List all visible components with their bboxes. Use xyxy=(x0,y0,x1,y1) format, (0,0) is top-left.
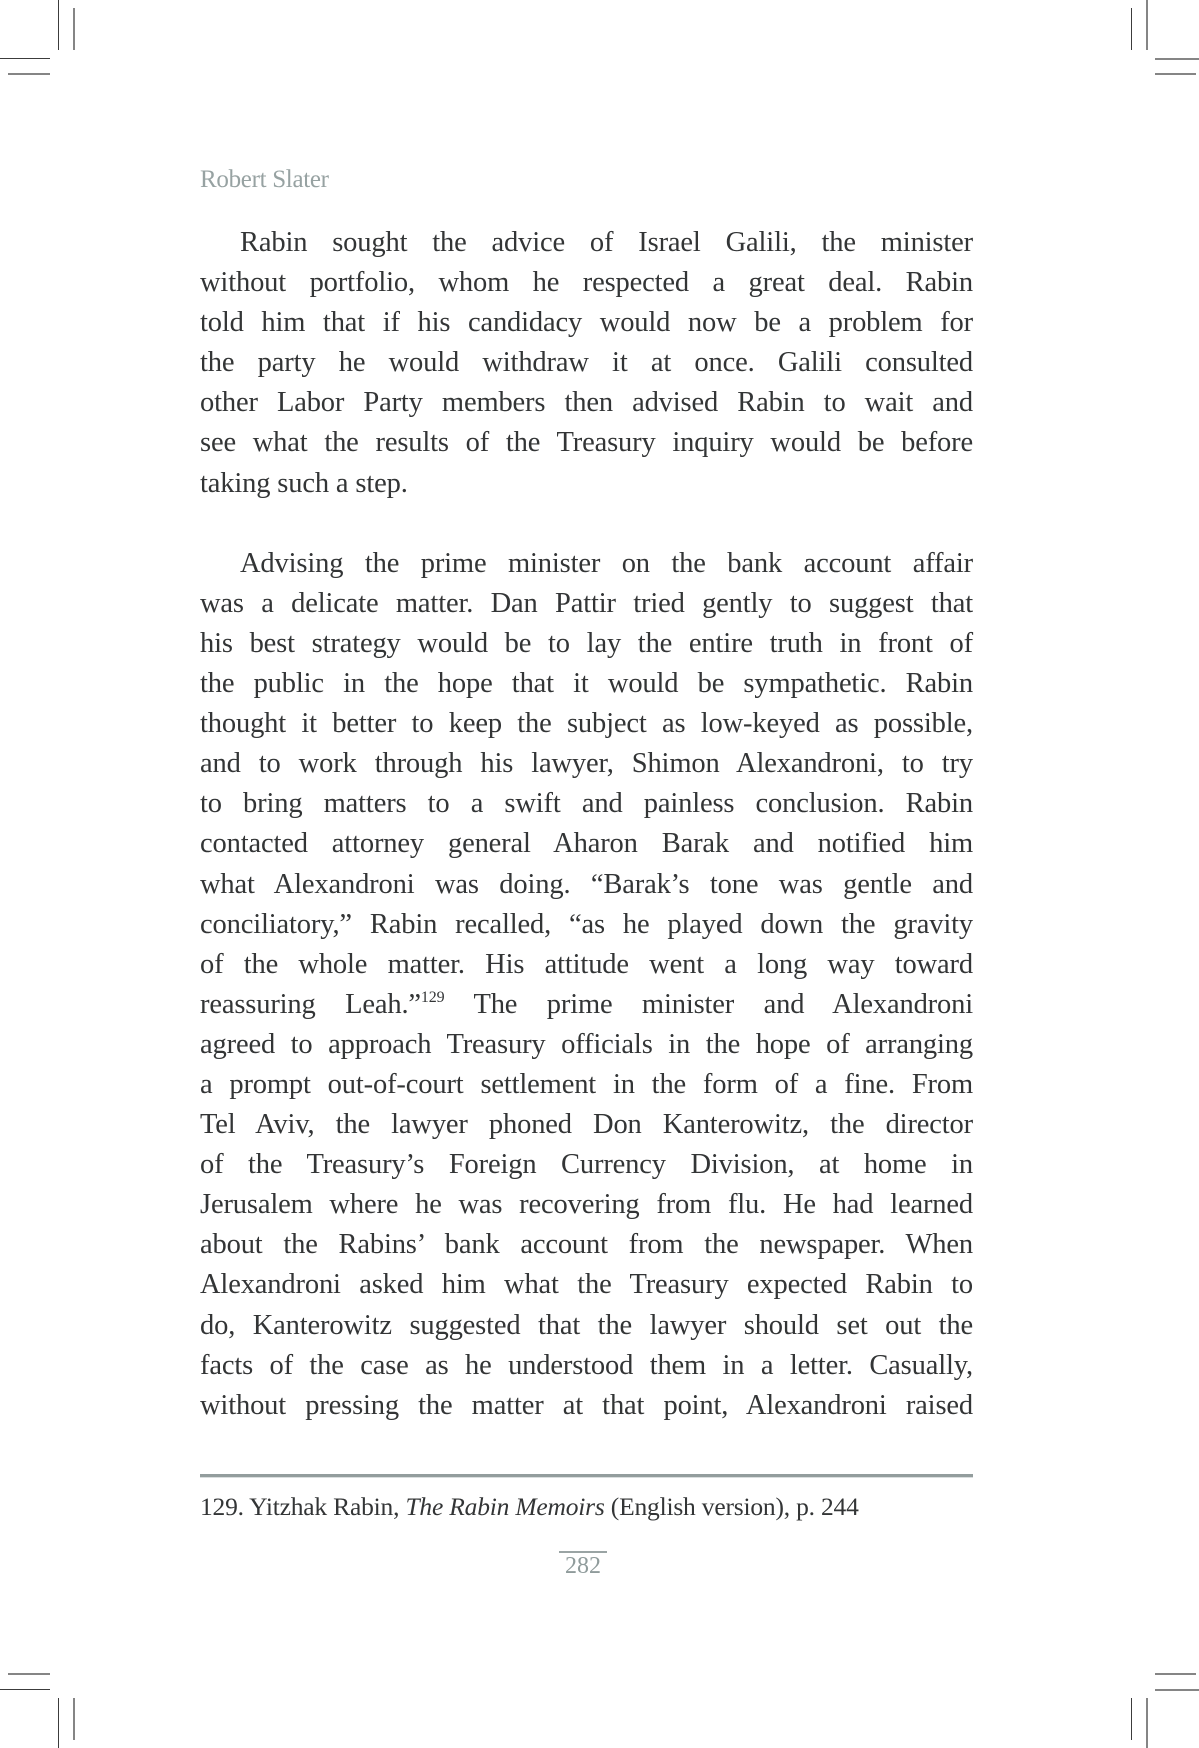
footnote-reference[interactable]: 129 xyxy=(420,988,445,1006)
footnote-divider xyxy=(200,1474,973,1478)
text-line: Rabin sought the advice of Israel Galili, the minister xyxy=(240,227,973,258)
footnote-author: Yitzhak Rabin, xyxy=(249,1492,400,1521)
text-line: what Alexandroni was doing. “Barak’s tone was gentle and xyxy=(200,868,973,900)
text-line: a prompt out-of-court settlement in the form of a fine. From xyxy=(200,1068,973,1100)
text-line: was a delicate matter. Dan Pattir tried gently to suggest that xyxy=(200,587,973,619)
text-line: thought it better to keep the subject as low-keyed as possible, xyxy=(200,708,973,740)
text-line: about the Rabins’ bank account from the newspaper. When xyxy=(200,1229,973,1261)
crop-mark-top-left-horizontal-outer xyxy=(0,58,50,59)
crop-mark-bottom-left-vertical-outer xyxy=(58,1698,59,1748)
paragraph-2 xyxy=(200,544,973,1426)
text-line: Advising the prime minister on the bank account affair xyxy=(240,547,973,579)
crop-mark-top-right-horizontal-outer xyxy=(1155,58,1199,60)
text-line: and to work through his lawyer, Shimon Alexandroni, to try xyxy=(200,748,973,780)
crop-mark-bottom-right-vertical-inner xyxy=(1131,1698,1132,1740)
crop-mark-bottom-right-horizontal-outer xyxy=(1155,1689,1199,1691)
crop-mark-bottom-left-vertical-inner xyxy=(73,1698,75,1740)
text-line: of the whole matter. His attitude went a long way toward xyxy=(200,948,973,980)
text-fragment: The prime minister and Alexandroni xyxy=(473,988,973,1020)
footnote-129 xyxy=(200,1490,859,1524)
text-line: without pressing the matter at that point, Alexandroni raised xyxy=(200,1389,973,1421)
text-line: Alexandroni asked him what the Treasury expected Rabin to xyxy=(200,1269,973,1301)
text-line: other Labor Party members then advised Rabin to wait and xyxy=(200,387,973,419)
footnote-book-title: The Rabin Memoirs xyxy=(405,1492,605,1521)
text-line: his best strategy would be to lay the entire truth in front of xyxy=(200,627,973,659)
crop-mark-top-left-vertical-outer xyxy=(58,0,59,50)
crop-mark-top-right-vertical-inner xyxy=(1131,8,1132,50)
text-line: taking such a step. xyxy=(200,467,408,499)
text-line-with-footnote xyxy=(200,985,973,1025)
text-line: to bring matters to a swift and painless conclusion. Rabin xyxy=(200,788,973,820)
text-line: without portfolio, whom he respected a great deal. Rabin xyxy=(200,267,973,299)
text-line: conciliatory,” Rabin recalled, “as he played down the gravity xyxy=(200,908,973,940)
text-fragment: reassuring Leah.” xyxy=(200,988,421,1020)
crop-mark-bottom-left-horizontal-outer xyxy=(0,1689,50,1690)
footnote-number: 129. xyxy=(200,1492,244,1521)
text-line: contacted attorney general Aharon Barak and notified him xyxy=(200,828,973,860)
footnote-detail: (English version), p. 244 xyxy=(610,1492,859,1521)
crop-mark-bottom-left-horizontal-inner xyxy=(8,1673,50,1675)
paragraph-gap xyxy=(200,504,973,544)
paragraph-1 xyxy=(200,223,973,504)
crop-mark-bottom-right-horizontal-inner xyxy=(1155,1673,1196,1675)
crop-mark-bottom-right-vertical-outer xyxy=(1146,1698,1148,1748)
crop-mark-top-right-vertical-outer xyxy=(1146,0,1148,50)
body-text xyxy=(200,223,973,1426)
text-line: told him that if his candidacy would now be a problem for xyxy=(200,307,973,339)
running-head-author: Robert Slater xyxy=(200,166,329,193)
text-line: the party he would withdraw it at once. Galili consulted xyxy=(200,347,973,379)
crop-mark-top-right-horizontal-inner xyxy=(1155,73,1196,75)
crop-mark-top-left-horizontal-inner xyxy=(8,73,50,75)
page-number: 282 xyxy=(565,1553,601,1579)
text-line: Jerusalem where he was recovering from flu. He had learned xyxy=(200,1189,973,1221)
text-line: of the Treasury’s Foreign Currency Division, at home in xyxy=(200,1149,973,1181)
crop-mark-top-left-vertical-inner xyxy=(73,8,75,50)
text-line: do, Kanterowitz suggested that the lawyer should set out the xyxy=(200,1309,973,1341)
text-line: Tel Aviv, the lawyer phoned Don Kanterowitz, the director xyxy=(200,1109,973,1141)
text-line: see what the results of the Treasury inquiry would be before xyxy=(200,427,973,459)
text-line: the public in the hope that it would be sympathetic. Rabin xyxy=(200,668,973,700)
text-line: facts of the case as he understood them in a letter. Casually, xyxy=(200,1349,973,1381)
text-line: agreed to approach Treasury officials in the hope of arranging xyxy=(200,1028,973,1060)
